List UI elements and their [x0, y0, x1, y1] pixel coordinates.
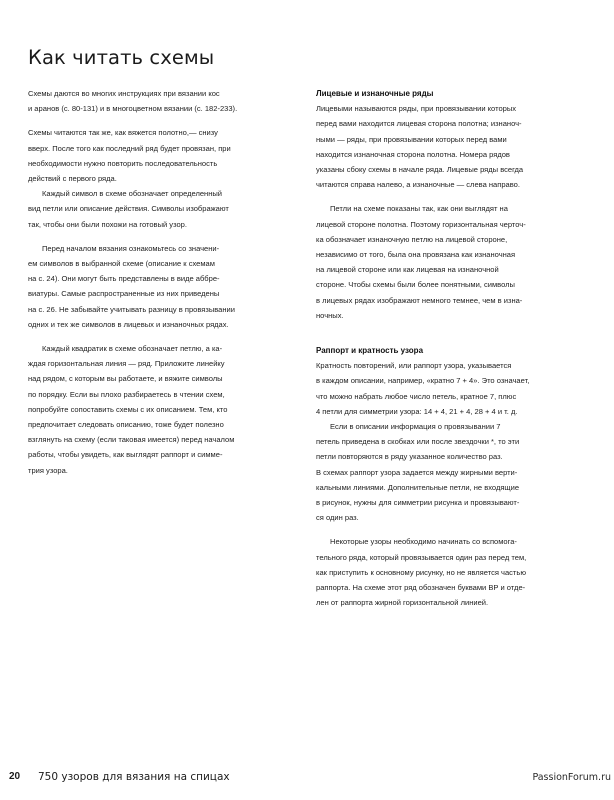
section-heading: Лицевые и изнаночные ряды [316, 89, 434, 98]
text-line: ем символов в выбранной схеме (описание к схемам [28, 259, 215, 269]
text-line: читаются справа налево, а изнаночные — слева направо. [316, 180, 520, 190]
section-spacer [316, 323, 529, 343]
text-line: на с. 26. Не забывайте учитывать разницу в провязывании [28, 304, 235, 314]
text-line: ными — ряды, при провязывании которых перед вами [316, 134, 507, 144]
text-line: как приступить к основному рисунку, но не является частью [316, 567, 526, 577]
text-line: Кратность повторений, или раппорт узора, указывается [316, 361, 512, 371]
text-line: попробуйте сопоставить схемы с их описанием. Тем, кто [28, 404, 228, 414]
text-line: действий с первого ряда. [28, 174, 117, 184]
text-line: Если в описании информация о провязывании 7 [330, 422, 501, 432]
right-column [316, 86, 529, 611]
text-line: Схемы читаются так же, как вяжется полотно,— снизу [28, 128, 218, 138]
text-line: лицевой стороне полотна. Поэтому горизонтальная черточ- [316, 219, 526, 229]
text-line: на с. 24). Они могут быть представлены в виде аббре- [28, 274, 220, 284]
text-line: виатуры. Самые распространенные из них приведены [28, 289, 220, 299]
text-line: независимо от того, была она провязана как изнаночная [316, 250, 516, 260]
text-line: В схемах раппорт узора задается между жирными верти- [316, 467, 518, 477]
text-line: вид петли или описание действия. Символы изображают [28, 204, 229, 214]
text-line: ся один раз. [316, 513, 359, 523]
text-line: ка обозначает изнаночную петлю на лицевой стороне, [316, 234, 508, 244]
text-line: вверх. После того как последний ряд будет провязан, при [28, 143, 231, 153]
book-title: 750 узоров для вязания на спицах [38, 771, 230, 783]
text-line: перед вами находится лицевая сторона полотна; изнаноч- [316, 119, 522, 129]
text-line: над рядом, с которым вы работаете, и вяжите символы [28, 374, 223, 384]
text-line: так, чтобы они были похожи на готовый узор. [28, 219, 187, 229]
page-number: 20 [9, 771, 21, 782]
text-line: Схемы даются во многих инструкциях при вязании кос [28, 89, 220, 98]
text-line: Некоторые узоры необходимо начинать со вспомога- [330, 537, 517, 547]
text-line: Петли на схеме показаны так, как они выглядят на [330, 204, 508, 214]
text-line: в каждом описании, например, «кратно 7 + 4». Это означает, [316, 376, 530, 386]
paragraph-spacer [28, 332, 237, 341]
text-line: стороне. Чтобы схемы были более понятными, символы [316, 280, 515, 290]
text-line: раппорта. На схеме этот ряд обозначен буквами ВР и отде- [316, 583, 526, 593]
text-line: указаны сбоку схемы в начале ряда. Лицевые ряды всегда [316, 165, 524, 175]
text-line: тельного ряда, который провязывается один раз перед тем, [316, 552, 527, 562]
paragraph-spacer [316, 525, 529, 534]
text-line: по порядку. Если вы плохо разбираетесь в чтении схем, [28, 389, 225, 399]
text-line: одних и тех же символов в лицевых и изнаночных рядах. [28, 319, 229, 329]
text-line: на лицевой стороне или как лицевая на изнаночной [316, 265, 499, 275]
text-line: в рисунок, нужны для симметрии рисунка и провязывают- [316, 498, 520, 508]
text-line: и аранов (с. 80-131) и в многоцветном вязании (с. 182-233). [28, 104, 238, 114]
page-title: Как читать схемы [28, 46, 215, 69]
text-line: в лицевых рядах изображают немного темнее, чем в изна- [316, 295, 523, 305]
paragraph-spacer [28, 116, 237, 125]
text-line: предпочитает следовать описанию, тоже будет полезно [28, 420, 224, 430]
text-line: кальными линиями. Дополнительные петли, не входящие [316, 482, 520, 492]
text-line: взглянуть на схему (если таковая имеется) перед началом [28, 435, 235, 445]
watermark: PassionForum.ru [532, 772, 611, 783]
text-line: Каждый квадратик в схеме обозначает петлю, а ка- [42, 344, 223, 354]
text-line: лен от раппорта жирной горизонтальной линией. [316, 598, 489, 608]
text-line: ждая горизонтальная линия — ряд. Приложите линейку [28, 359, 225, 369]
paragraph-spacer [28, 232, 237, 241]
text-line: Каждый символ в схеме обозначает определенный [42, 189, 223, 199]
text-line: петель приведена в скобках или после звездочки *, то эти [316, 437, 520, 447]
text-line: 4 петли для симметрии узора: 14 + 4, 21 + 4, 28 + 4 и т. д. [316, 406, 518, 416]
left-column [28, 86, 237, 478]
text-line: Перед началом вязания ознакомьтесь со значени- [42, 243, 220, 253]
text-line: работы, чтобы увидеть, как выглядят раппорт и симме- [28, 450, 223, 460]
text-line: Лицевыми называются ряды, при провязывании которых [316, 104, 517, 114]
text-line: находится изнаночная сторона полотна. Номера рядов [316, 149, 510, 159]
section-heading: Раппорт и кратность узора [316, 346, 424, 356]
text-line: что можно набрать любое число петель, кратное 7, плюс [316, 391, 517, 401]
text-line: необходимости нужно повторить последовательность [28, 158, 218, 168]
text-line: трия узора. [28, 465, 68, 475]
paragraph-spacer [316, 192, 529, 201]
text-line: ночных. [316, 310, 344, 320]
text-line: петли повторяются в ряду указанное количество раз. [316, 452, 503, 462]
